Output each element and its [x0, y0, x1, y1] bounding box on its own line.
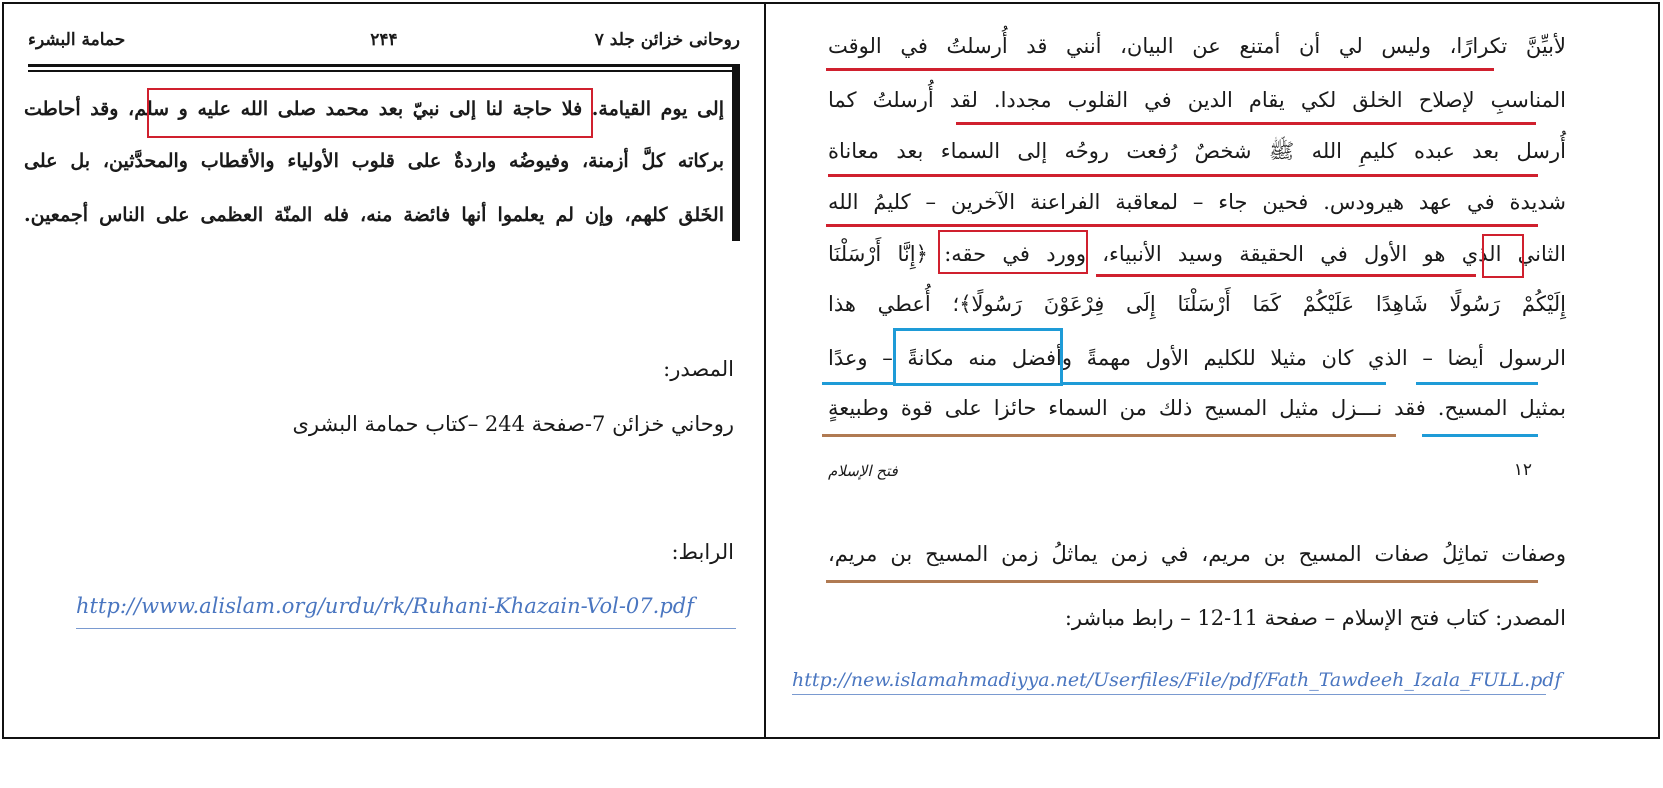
right-panel	[766, 4, 1662, 737]
excerpt-line-1: إلى يوم القيامة. فلا حاجة لنا إلى نبيّ بعد محمد صلى الله عليه و سلم، وقد أحاطت	[24, 98, 724, 120]
scan-header	[28, 30, 740, 58]
text-line-5: الثاني الذي هو الأول في الحقيقة وسيد الأنبياء، وورد في حقه: ﴿إِنَّا أَرْسَلْنَا	[828, 242, 1566, 266]
text-line-7: الرسول أيضا – الذي كان مثيلا للكليم الأول مهمةً وأفضل منه مكانةً – وعدًا	[828, 346, 1566, 370]
continuation-line: وصفات تماثِلُ صفات المسيح بن مريم، في زمن يماثلُ زمن المسيح بن مريم،	[828, 542, 1566, 566]
left-panel	[4, 4, 764, 737]
text-line-8: بمثيل المسيح. فقد نـــزل مثيل المسيح ذلك من السماء حائزا على قوة وطبيعةٍ	[828, 396, 1566, 420]
underline-blue-4	[1422, 434, 1538, 437]
highlight-box-revealed-about-him	[938, 230, 1088, 274]
underline-red-4	[826, 224, 1538, 227]
source-label: المصدر:	[663, 357, 734, 381]
running-footer-page: ١٢	[1513, 460, 1532, 480]
underline-red-1	[826, 68, 1494, 71]
text-line-2: المناسبِ لإصلاح الخلق لكي يقام الدين في القلوب مجددا. لقد أُرسلتُ كما	[828, 88, 1566, 112]
underline-red-2	[956, 122, 1536, 125]
source-citation: روحاني خزائن 7-صفحة 244 –كتاب حمامة البشرى	[292, 412, 734, 436]
highlight-box-no-need-prophet	[147, 88, 593, 138]
scan-top-rule	[28, 64, 740, 67]
header-page-number: ۲۴۴	[370, 30, 398, 50]
text-line-3: أُرسل بعد عبده كليمِ الله ﷺ شخصٌ رُفعت روحُه إلى السماء بعد معاناة	[828, 139, 1566, 163]
scan-side-rule	[732, 64, 740, 241]
document-frame	[2, 2, 1660, 739]
underline-brown-2	[826, 580, 1538, 583]
header-volume: روحانی خزائن جلد ۷	[594, 30, 740, 50]
underline-red-5	[1096, 274, 1476, 277]
source-link-underline	[76, 628, 736, 629]
underline-brown-1	[822, 434, 1396, 437]
running-footer-book: فتح الإسلام	[828, 462, 898, 480]
source-link-2-underline	[792, 694, 1546, 695]
source-citation-2: المصدر: كتاب فتح الإسلام – صفحة 11-12 – رابط مباشر:	[1064, 606, 1566, 630]
underline-red-3	[828, 174, 1538, 177]
excerpt-line-2: بركاته كلَّ أزمنة، وفيوضُه واردةٌ على قلوب الأولياء والأقطاب والمحدَّثين، بل على	[24, 150, 724, 172]
source-link[interactable]: http://www.alislam.org/urdu/rk/Ruhani-Khazain-Vol-07.pdf	[76, 594, 694, 618]
underline-blue-3	[822, 382, 894, 385]
link-label: الرابط:	[671, 540, 734, 564]
highlight-box-the-second	[1482, 234, 1524, 278]
source-link-2[interactable]: http://new.islamahmadiyya.net/Userfiles/File/pdf/Fath_Tawdeeh_Izala_FULL.pdf	[792, 669, 1562, 691]
text-line-4: شديدة في عهد هيرودس. فحين جاء – لمعاقبة الفراعنة الآخرين – كليمُ الله	[828, 190, 1566, 214]
scan-top-rule-inner	[28, 70, 734, 72]
header-book-title: حمامة البشرء	[28, 30, 126, 50]
excerpt-line-3: الخَلق كلهم، وإن لم يعلموا أنها فائضة منه، فله المنّة العظمى على الناس أجمعين.	[24, 204, 724, 226]
underline-blue-1	[1062, 382, 1386, 385]
text-line-6: إِلَيْكُمْ رَسُولًا شَاهِدًا عَلَيْكُمْ كَمَا أَرْسَلْنَا إِلَى فِرْعَوْنَ رَسُولًا﴾؛ أُعطي هذا	[828, 292, 1566, 316]
text-line-1: لأبيِّنَّ تكرارًا، وليس لي أن أمتنع عن البيان، أنني قد أُرسلتُ في الوقت	[828, 34, 1566, 58]
underline-blue-2	[1416, 382, 1538, 385]
highlight-box-better-in-status	[893, 328, 1063, 386]
